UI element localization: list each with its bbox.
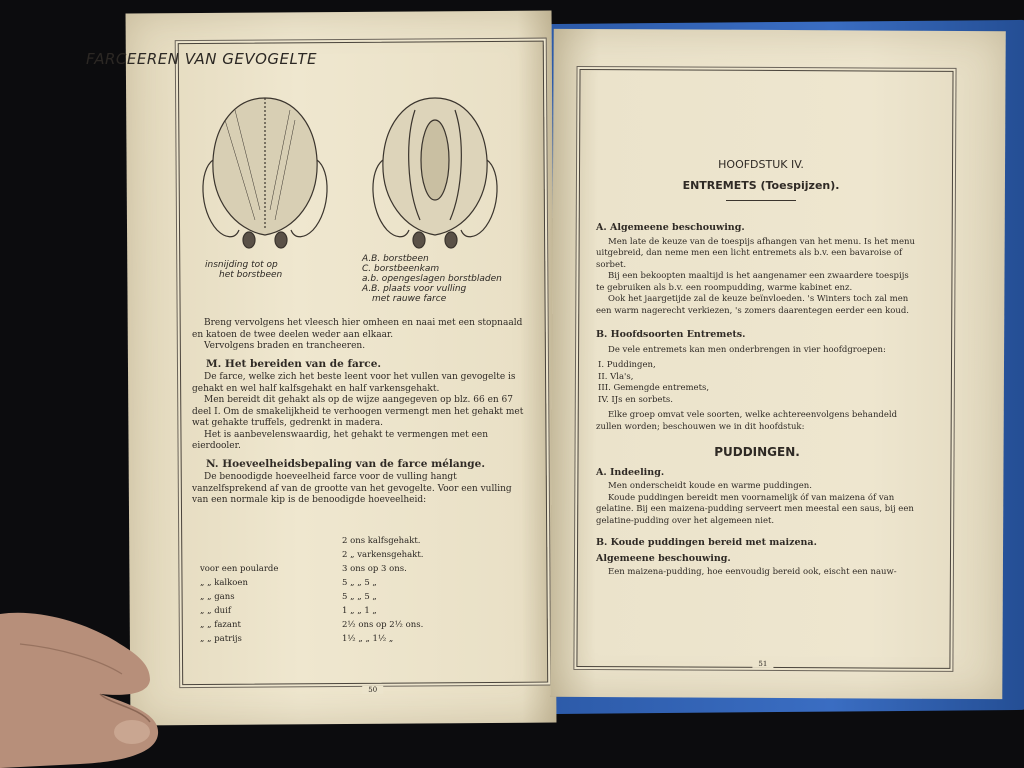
hand-holding-book: [0, 604, 180, 768]
caption-line: insnijding tot op: [205, 260, 278, 270]
section-heading: A. Algemeene beschouwing.: [596, 222, 745, 233]
paragraph: Een maizena-pudding, hoe eenvoudig bereid ook, eischt een nauw-: [608, 567, 897, 577]
paragraph: De vele entremets kan men onderbrengen in vier hoofdgroepen:: [608, 344, 886, 355]
bird-drawing-right: [373, 98, 497, 248]
table-cell: voor een poularde: [200, 564, 279, 574]
page-number: 51: [752, 660, 773, 668]
section-heading: Algemeene beschouwing.: [596, 552, 731, 564]
section-heading: M. Het bereiden van de farce.: [206, 357, 382, 370]
chapter-header: [596, 158, 926, 201]
illustration-title: FARCEEREN VAN GEVOGELTE: [86, 50, 317, 68]
bird-drawing-left: [203, 98, 327, 248]
section-heading: B. Koude puddingen bereid met maizena.: [596, 537, 817, 548]
list-item: I. Puddingen,: [598, 360, 656, 370]
paragraph: Men onderscheidt koude en warme puddingen.: [608, 481, 812, 491]
chapter-title: ENTREMETS (Toespijzen).: [682, 179, 840, 192]
section-heading: A. Indeeling.: [596, 466, 665, 478]
caption-left: [205, 260, 282, 280]
table-cell: 2½ ons op 2½ ons.: [342, 620, 424, 630]
table-cell: 5 „ „ 5 „: [342, 592, 377, 602]
table-cell: „ „ kalkoen: [200, 578, 248, 588]
paragraph: Ook het jaargetijde zal de keuze beïnvloeden. 's Winters toch zal men een warm nagerecht verkiezen, 's zomers daarentegen eerder een koud.: [596, 294, 909, 316]
caption-line: a.b. opengeslagen borstbladen: [362, 274, 502, 284]
list-item: IV. IJs en sorbets.: [598, 394, 673, 405]
caption-line: met rauwe farce: [372, 294, 447, 304]
caption-line: A.B. plaats voor vulling: [362, 284, 467, 294]
page-number: 50: [362, 686, 383, 694]
paragraph: Breng vervolgens het vleesch hier omheen en naai met een stopnaald en katoen de twee deelen weder aan elkaar.: [192, 318, 523, 340]
caption-right: [362, 254, 502, 304]
paragraph: Elke groep omvat vele soorten, welke achtereenvolgens behandeld zullen worden; beschouwen we in dit hoofdstuk:: [596, 410, 898, 432]
table-cell: 1 „ „ 1 „: [342, 606, 377, 616]
right-body-text: [596, 222, 918, 579]
paragraph: De farce, welke zich het beste leent voor het vullen van gevogelte is gehakt en wel half kalfsgehakt en half varkensgehakt.: [192, 372, 516, 394]
table-cell: „ „ duif: [200, 606, 231, 616]
title-rule: [726, 200, 796, 201]
list-item: II. Vla's,: [598, 371, 634, 382]
paragraph: De benoodigde hoeveelheid farce voor de vulling hangt vanzelfsprekend af van de grootte van het gevogelte. Voor een vulling van een normale kip is de benoodigde hoeveelheid:: [192, 472, 512, 505]
paragraph: Bij een bekoopten maaltijd is het aangenamer een zwaardere toespijs te gebruiken als b.v. een roompudding, warme kabinet enz.: [596, 271, 909, 293]
section-heading: B. Hoofdsoorten Entremets.: [596, 329, 746, 340]
table-cell: 3 ons op 3 ons.: [342, 564, 407, 574]
caption-line: het borstbeen: [219, 270, 283, 280]
table-cell: „ „ gans: [200, 592, 235, 602]
table-cell: 2 „ varkensgehakt.: [342, 550, 424, 560]
section-heading: N. Hoeveelheidsbepaling van de farce mélange.: [206, 457, 485, 470]
section-title: PUDDINGEN.: [714, 445, 800, 459]
chapter-number: HOOFDSTUK IV.: [718, 158, 804, 171]
caption-line: C. borstbeenkam: [362, 264, 440, 274]
left-body-text: [192, 318, 528, 507]
group-list: [598, 360, 918, 406]
table-cell: „ „ fazant: [200, 620, 241, 630]
paragraph: Koude puddingen bereidt men voornamelijk óf van maizena óf van gelatine. Bij een maizena-pudding serveert men meestal een saus, bij een gelatine-pudding over het algemeen niet.: [596, 492, 914, 526]
list-item: III. Gemengde entremets,: [598, 383, 710, 393]
caption-line: A.B. borstbeen: [362, 254, 429, 264]
paragraph: Vervolgens braden en trancheeren.: [204, 341, 366, 351]
table-cell: 1½ „ „ 1½ „: [342, 634, 394, 644]
paragraph: Het is aanbevelenswaardig, het gehakt te vermengen met een eierdooler.: [192, 429, 489, 451]
paragraph: Men bereidt dit gehakt als op de wijze aangegeven op blz. 66 en 67 deel I. Om de smakelijkheid te verhoogen vermengt men het gehakt met wat gehakte truffels, gedrenkt in madera.: [192, 395, 524, 428]
poultry-illustration: [195, 80, 505, 280]
table-cell: 2 ons kalfsgehakt.: [342, 536, 421, 546]
table-cell: „ „ patrijs: [200, 634, 242, 644]
table-cell: 5 „ „ 5 „: [342, 578, 377, 588]
paragraph: Men late de keuze van de toespijs afhangen van het menu. Is het menu uitgebreid, dan neme men een licht entremets als b.v. een bavaroise of sorbet.: [596, 236, 915, 270]
